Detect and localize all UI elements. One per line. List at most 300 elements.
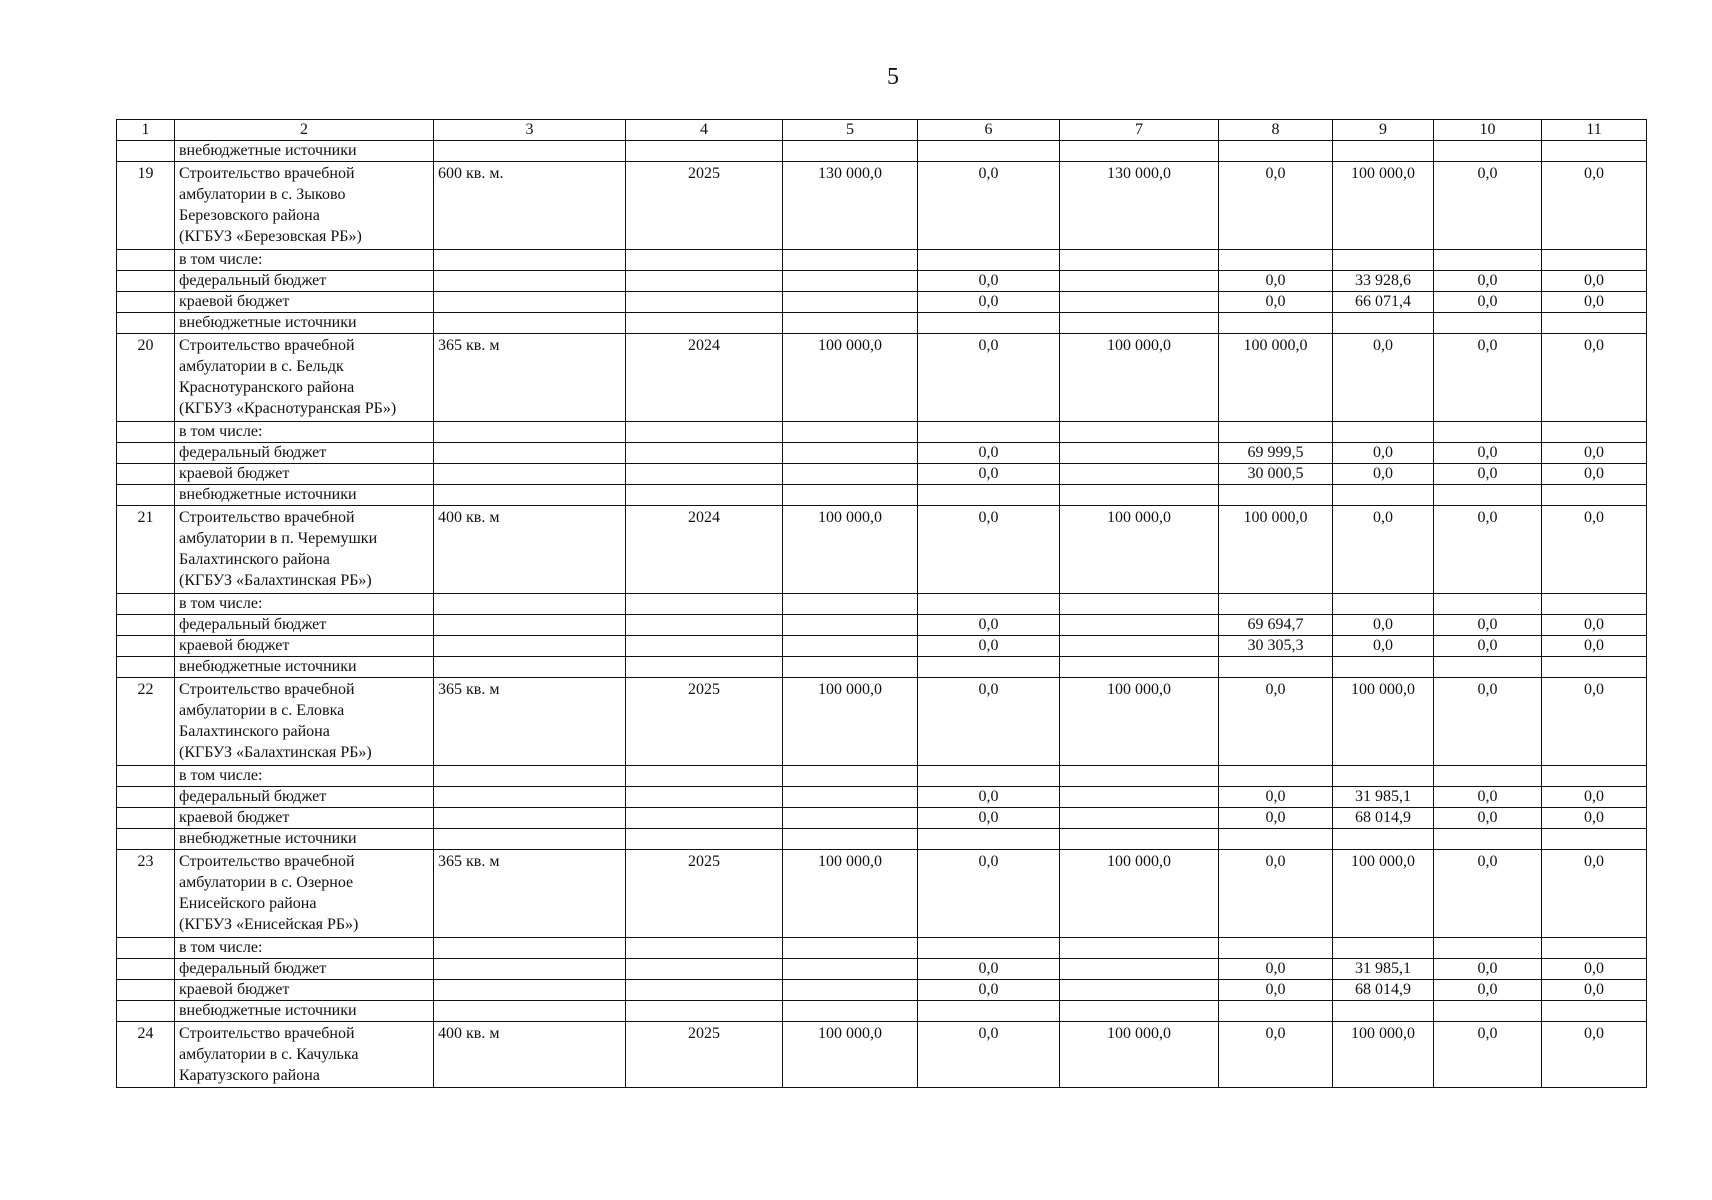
amount-cell: 100 000,0 [1333, 678, 1434, 766]
amount-cell: 66 071,4 [1333, 292, 1434, 313]
cell [918, 1001, 1060, 1022]
amount-cell: 0,0 [1333, 464, 1434, 485]
amount-cell: 100 000,0 [1333, 850, 1434, 938]
amount-cell: 130 000,0 [1060, 162, 1219, 250]
amount-cell: 69 999,5 [1219, 443, 1333, 464]
description-line: (КГБУЗ «Березовская РБ») [179, 228, 362, 245]
cell [626, 938, 783, 959]
amount-cell: 0,0 [1542, 292, 1647, 313]
row-label: в том числе: [175, 766, 434, 787]
amount-cell: 0,0 [1542, 959, 1647, 980]
row-label: федеральный бюджет [175, 959, 434, 980]
description-line: Строительство врачебной [179, 1025, 355, 1042]
cell [918, 938, 1060, 959]
cell [626, 657, 783, 678]
amount-cell: 0,0 [918, 636, 1060, 657]
cell [434, 636, 626, 657]
amount-cell: 0,0 [918, 615, 1060, 636]
cell [1542, 313, 1647, 334]
cell [117, 313, 175, 334]
amount-cell: 0,0 [1219, 292, 1333, 313]
amount-cell: 100 000,0 [783, 1022, 918, 1088]
cell [117, 615, 175, 636]
project-description [175, 850, 434, 938]
description-line: амбулатории в с. Качулька [179, 1046, 359, 1063]
cell [1219, 141, 1333, 162]
header-row [117, 120, 1647, 141]
cell [783, 141, 918, 162]
cell [1542, 422, 1647, 443]
amount-cell: 100 000,0 [783, 678, 918, 766]
cell [1060, 292, 1219, 313]
project-number: 19 [117, 162, 175, 250]
cell [434, 766, 626, 787]
row-label: федеральный бюджет [175, 787, 434, 808]
cell [783, 980, 918, 1001]
cell [1542, 766, 1647, 787]
description-line: Каратузского района [179, 1067, 320, 1084]
cell [117, 271, 175, 292]
amount-cell: 0,0 [918, 334, 1060, 422]
cell [117, 766, 175, 787]
cell [626, 313, 783, 334]
amount-cell: 100 000,0 [783, 334, 918, 422]
description-line: Балахтинского района [179, 723, 330, 740]
amount-cell: 100 000,0 [1060, 334, 1219, 422]
extra-budget-row [117, 657, 1647, 678]
cell [434, 1001, 626, 1022]
column-header: 6 [918, 120, 1060, 141]
cell [1219, 829, 1333, 850]
column-header: 3 [434, 120, 626, 141]
amount-cell: 31 985,1 [1333, 787, 1434, 808]
amount-cell: 0,0 [1219, 850, 1333, 938]
amount-cell: 100 000,0 [783, 506, 918, 594]
cell [783, 766, 918, 787]
project-row [117, 1022, 1647, 1088]
amount-cell: 68 014,9 [1333, 808, 1434, 829]
cell [783, 464, 918, 485]
amount-cell: 100 000,0 [783, 850, 918, 938]
amount-cell: 0,0 [918, 850, 1060, 938]
cell [1219, 657, 1333, 678]
project-description [175, 162, 434, 250]
cell [434, 250, 626, 271]
amount-cell: 0,0 [1333, 636, 1434, 657]
amount-cell: 0,0 [1219, 959, 1333, 980]
cell [1333, 766, 1434, 787]
cell [1434, 422, 1542, 443]
cell [1060, 808, 1219, 829]
cell [918, 485, 1060, 506]
amount-cell: 0,0 [1434, 334, 1542, 422]
amount-cell: 0,0 [1542, 162, 1647, 250]
cell [1542, 829, 1647, 850]
cell [1060, 636, 1219, 657]
cell [1333, 250, 1434, 271]
cell [783, 250, 918, 271]
cell [783, 787, 918, 808]
cell [1219, 766, 1333, 787]
row-label: краевой бюджет [175, 808, 434, 829]
amount-cell: 0,0 [1434, 808, 1542, 829]
cell [626, 292, 783, 313]
cell [434, 829, 626, 850]
cell [1060, 959, 1219, 980]
cell [434, 271, 626, 292]
extra-budget-row [117, 141, 1647, 162]
project-description [175, 334, 434, 422]
amount-cell: 100 000,0 [1333, 1022, 1434, 1088]
cell [434, 443, 626, 464]
cell [434, 594, 626, 615]
cell [434, 141, 626, 162]
amount-cell: 0,0 [918, 443, 1060, 464]
project-area: 400 кв. м [434, 1022, 626, 1088]
amount-cell: 0,0 [1219, 162, 1333, 250]
cell [434, 615, 626, 636]
amount-cell: 0,0 [918, 1022, 1060, 1088]
cell [1060, 141, 1219, 162]
amount-cell: 31 985,1 [1333, 959, 1434, 980]
cell [1060, 485, 1219, 506]
amount-cell: 0,0 [1434, 1022, 1542, 1088]
amount-cell: 0,0 [1542, 334, 1647, 422]
row-label: в том числе: [175, 594, 434, 615]
cell [1219, 250, 1333, 271]
including-row [117, 594, 1647, 615]
cell [1542, 657, 1647, 678]
amount-cell: 100 000,0 [1060, 506, 1219, 594]
amount-cell: 0,0 [1542, 271, 1647, 292]
amount-cell: 0,0 [918, 980, 1060, 1001]
table-body [117, 120, 1647, 1088]
extra-budget-row [117, 1001, 1647, 1022]
cell [1060, 422, 1219, 443]
amount-cell: 100 000,0 [1219, 506, 1333, 594]
row-label: федеральный бюджет [175, 615, 434, 636]
project-description [175, 678, 434, 766]
description-line: Строительство врачебной [179, 509, 355, 526]
cell [918, 766, 1060, 787]
cell [1434, 829, 1542, 850]
cell [434, 292, 626, 313]
cell [918, 313, 1060, 334]
cell [1542, 594, 1647, 615]
amount-cell: 30 000,5 [1219, 464, 1333, 485]
project-year: 2025 [626, 162, 783, 250]
cell [626, 141, 783, 162]
project-year: 2025 [626, 850, 783, 938]
amount-cell: 0,0 [1542, 980, 1647, 1001]
cell [1434, 594, 1542, 615]
amount-cell: 0,0 [1434, 443, 1542, 464]
cell [1060, 464, 1219, 485]
project-number: 23 [117, 850, 175, 938]
including-row [117, 250, 1647, 271]
cell [1434, 141, 1542, 162]
cell [1333, 485, 1434, 506]
amount-cell: 0,0 [1333, 443, 1434, 464]
federal-budget-row [117, 787, 1647, 808]
project-number: 22 [117, 678, 175, 766]
amount-cell: 0,0 [918, 271, 1060, 292]
cell [434, 808, 626, 829]
amount-cell: 0,0 [1219, 678, 1333, 766]
cell [117, 141, 175, 162]
project-description [175, 1022, 434, 1088]
cell [117, 808, 175, 829]
cell [626, 787, 783, 808]
cell [783, 959, 918, 980]
row-label: внебюджетные источники [175, 1001, 434, 1022]
project-row [117, 162, 1647, 250]
cell [783, 292, 918, 313]
cell [783, 615, 918, 636]
cell [117, 485, 175, 506]
cell [434, 787, 626, 808]
cell [117, 938, 175, 959]
cell [1060, 250, 1219, 271]
row-label: федеральный бюджет [175, 271, 434, 292]
cell [1219, 1001, 1333, 1022]
column-header: 5 [783, 120, 918, 141]
federal-budget-row [117, 271, 1647, 292]
amount-cell: 0,0 [1434, 506, 1542, 594]
cell [117, 422, 175, 443]
amount-cell: 100 000,0 [1060, 850, 1219, 938]
cell [434, 938, 626, 959]
amount-cell: 0,0 [1434, 959, 1542, 980]
row-label: в том числе: [175, 422, 434, 443]
amount-cell: 0,0 [918, 506, 1060, 594]
cell [1060, 271, 1219, 292]
amount-cell: 68 014,9 [1333, 980, 1434, 1001]
including-row [117, 938, 1647, 959]
description-line: Березовского района [179, 207, 320, 224]
row-label: краевой бюджет [175, 292, 434, 313]
amount-cell: 0,0 [1434, 615, 1542, 636]
cell [434, 485, 626, 506]
project-year: 2024 [626, 334, 783, 422]
amount-cell: 0,0 [1219, 271, 1333, 292]
cell [1542, 485, 1647, 506]
column-header: 11 [1542, 120, 1647, 141]
cell [117, 292, 175, 313]
cell [626, 615, 783, 636]
cell [434, 464, 626, 485]
amount-cell: 0,0 [1542, 506, 1647, 594]
cell [1434, 1001, 1542, 1022]
amount-cell: 0,0 [1219, 1022, 1333, 1088]
amount-cell: 0,0 [1434, 464, 1542, 485]
description-line: Енисейского района [179, 895, 317, 912]
description-line: (КГБУЗ «Краснотуранская РБ») [179, 400, 397, 417]
cell [117, 443, 175, 464]
cell [626, 250, 783, 271]
project-area: 365 кв. м [434, 678, 626, 766]
project-year: 2024 [626, 506, 783, 594]
amount-cell: 0,0 [1219, 808, 1333, 829]
amount-cell: 0,0 [918, 678, 1060, 766]
amount-cell: 0,0 [1542, 464, 1647, 485]
amount-cell: 0,0 [1219, 787, 1333, 808]
federal-budget-row [117, 615, 1647, 636]
project-area: 365 кв. м [434, 334, 626, 422]
description-line: (КГБУЗ «Енисейская РБ») [179, 916, 359, 933]
amount-cell: 0,0 [1542, 636, 1647, 657]
cell [434, 959, 626, 980]
cell [783, 313, 918, 334]
project-description [175, 506, 434, 594]
cell [626, 980, 783, 1001]
cell [434, 657, 626, 678]
amount-cell: 0,0 [1434, 292, 1542, 313]
amount-cell: 0,0 [918, 162, 1060, 250]
amount-cell: 0,0 [1434, 787, 1542, 808]
column-header: 2 [175, 120, 434, 141]
row-label: внебюджетные источники [175, 829, 434, 850]
cell [783, 636, 918, 657]
cell [434, 422, 626, 443]
amount-cell: 100 000,0 [1333, 162, 1434, 250]
amount-cell: 0,0 [918, 959, 1060, 980]
amount-cell: 0,0 [918, 787, 1060, 808]
cell [626, 422, 783, 443]
row-label: в том числе: [175, 938, 434, 959]
project-row [117, 506, 1647, 594]
cell [1219, 313, 1333, 334]
cell [918, 250, 1060, 271]
project-area: 600 кв. м. [434, 162, 626, 250]
project-row [117, 850, 1647, 938]
project-year: 2025 [626, 678, 783, 766]
project-row [117, 678, 1647, 766]
amount-cell: 0,0 [918, 292, 1060, 313]
cell [626, 594, 783, 615]
cell [434, 980, 626, 1001]
cell [1219, 594, 1333, 615]
row-label: внебюджетные источники [175, 141, 434, 162]
amount-cell: 100 000,0 [1219, 334, 1333, 422]
row-label: федеральный бюджет [175, 443, 434, 464]
column-header: 8 [1219, 120, 1333, 141]
column-header: 9 [1333, 120, 1434, 141]
cell [1219, 938, 1333, 959]
amount-cell: 0,0 [1434, 678, 1542, 766]
cell [117, 829, 175, 850]
project-number: 20 [117, 334, 175, 422]
cell [783, 594, 918, 615]
amount-cell: 100 000,0 [1060, 1022, 1219, 1088]
row-label: краевой бюджет [175, 980, 434, 1001]
cell [117, 980, 175, 1001]
amount-cell: 0,0 [1434, 636, 1542, 657]
cell [1333, 141, 1434, 162]
amount-cell: 69 694,7 [1219, 615, 1333, 636]
cell [117, 657, 175, 678]
amount-cell: 100 000,0 [1060, 678, 1219, 766]
cell [1060, 594, 1219, 615]
column-header: 10 [1434, 120, 1542, 141]
regional-budget-row [117, 980, 1647, 1001]
cell [1434, 657, 1542, 678]
project-area: 400 кв. м [434, 506, 626, 594]
cell [117, 959, 175, 980]
extra-budget-row [117, 313, 1647, 334]
federal-budget-row [117, 443, 1647, 464]
amount-cell: 0,0 [1434, 850, 1542, 938]
budget-table [116, 119, 1647, 1088]
project-number: 21 [117, 506, 175, 594]
cell [1434, 485, 1542, 506]
cell [783, 443, 918, 464]
description-line: Краснотуранского района [179, 379, 355, 396]
including-row [117, 766, 1647, 787]
column-header: 7 [1060, 120, 1219, 141]
including-row [117, 422, 1647, 443]
extra-budget-row [117, 485, 1647, 506]
cell [1219, 422, 1333, 443]
cell [117, 636, 175, 657]
regional-budget-row [117, 636, 1647, 657]
cell [626, 636, 783, 657]
amount-cell: 0,0 [1434, 271, 1542, 292]
cell [918, 657, 1060, 678]
description-line: амбулатории в с. Озерное [179, 874, 354, 891]
cell [1434, 766, 1542, 787]
cell [1434, 313, 1542, 334]
amount-cell: 0,0 [1434, 162, 1542, 250]
cell [1333, 1001, 1434, 1022]
cell [1060, 766, 1219, 787]
cell [783, 271, 918, 292]
cell [1434, 250, 1542, 271]
cell [1542, 938, 1647, 959]
cell [918, 594, 1060, 615]
amount-cell: 0,0 [1434, 980, 1542, 1001]
cell [1060, 615, 1219, 636]
row-label: внебюджетные источники [175, 313, 434, 334]
regional-budget-row [117, 292, 1647, 313]
federal-budget-row [117, 959, 1647, 980]
cell [1542, 141, 1647, 162]
project-year: 2025 [626, 1022, 783, 1088]
cell [1060, 787, 1219, 808]
amount-cell: 0,0 [1333, 615, 1434, 636]
cell [1060, 443, 1219, 464]
amount-cell: 0,0 [1542, 850, 1647, 938]
cell [1333, 657, 1434, 678]
cell [1060, 980, 1219, 1001]
project-number: 24 [117, 1022, 175, 1088]
cell [626, 485, 783, 506]
cell [1542, 250, 1647, 271]
cell [783, 485, 918, 506]
cell [1060, 1001, 1219, 1022]
project-area: 365 кв. м [434, 850, 626, 938]
cell [783, 808, 918, 829]
amount-cell: 0,0 [918, 464, 1060, 485]
amount-cell: 0,0 [1542, 443, 1647, 464]
cell [626, 443, 783, 464]
cell [117, 1001, 175, 1022]
cell [1060, 829, 1219, 850]
cell [918, 829, 1060, 850]
cell [117, 594, 175, 615]
regional-budget-row [117, 464, 1647, 485]
cell [626, 808, 783, 829]
